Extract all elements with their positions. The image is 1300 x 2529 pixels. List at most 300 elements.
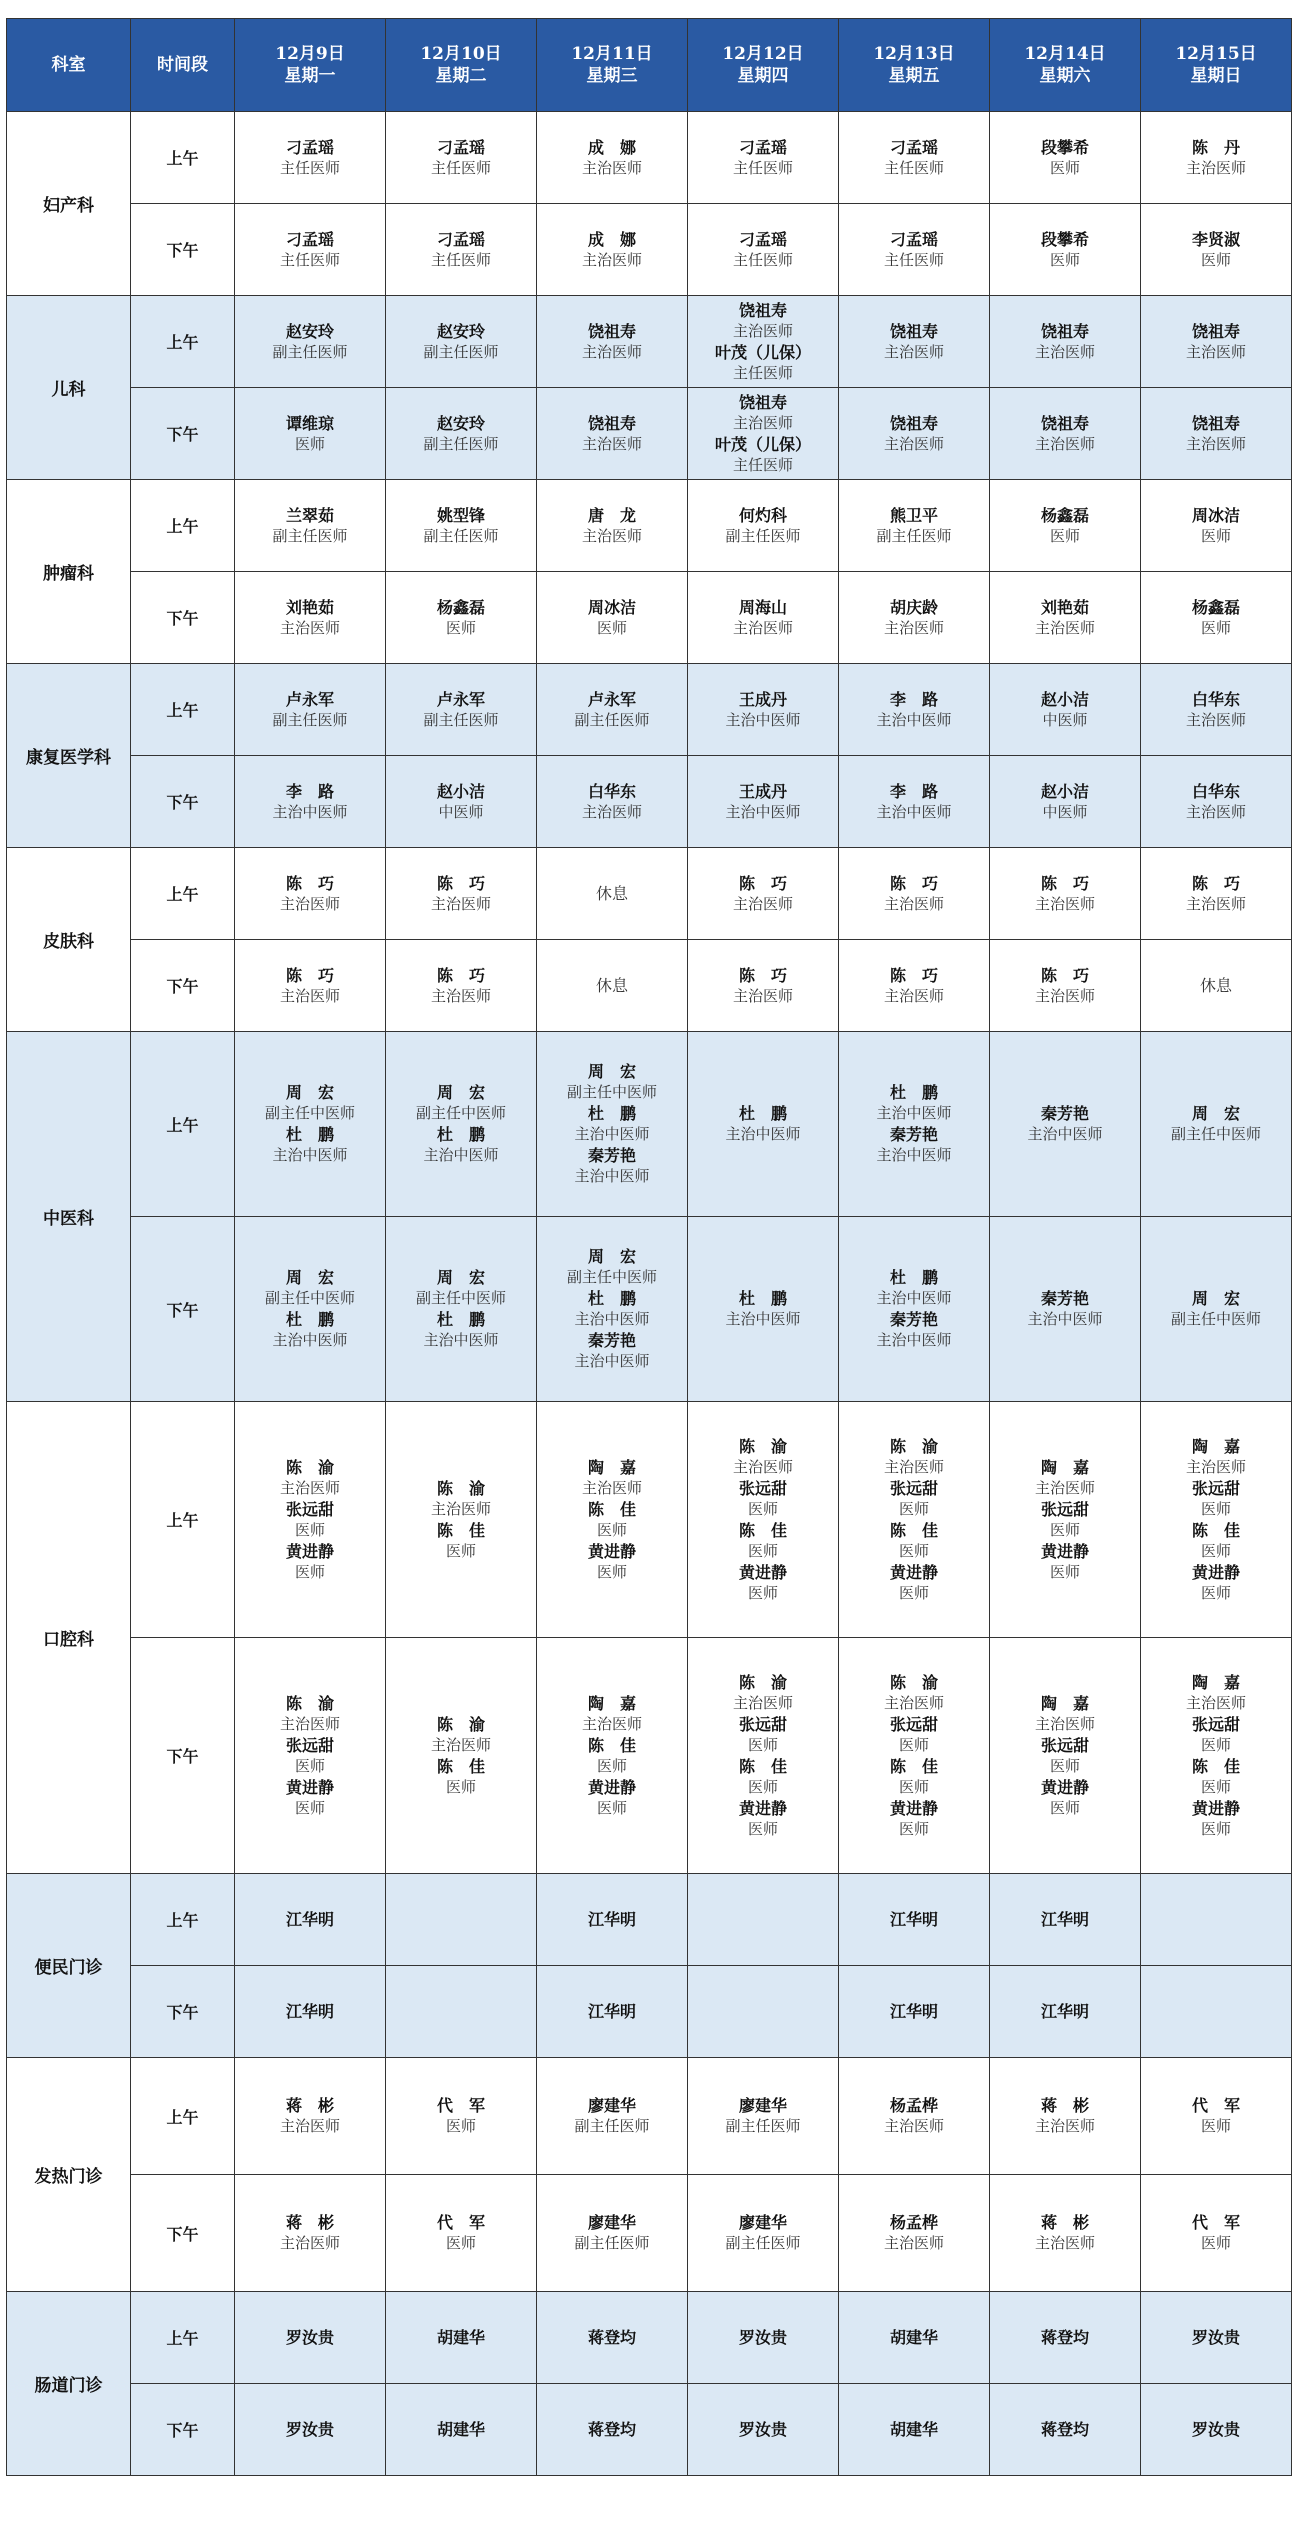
doctor-name: 杜 鹏 (587, 1289, 636, 1308)
header-weekday: 星期四 (737, 66, 789, 86)
schedule-row (7, 2058, 1292, 2175)
doctor-name: 江华明 (1040, 1910, 1089, 1929)
doctor-name: 陶 嘉 (1191, 1436, 1240, 1456)
doctor-name: 周 宏 (436, 1268, 485, 1287)
doctor-name: 杜 鹏 (285, 1125, 334, 1144)
doctor-name: 李 路 (889, 781, 938, 801)
time-slot: 下午 (131, 388, 235, 480)
doctor-entry (235, 781, 385, 823)
doctor-entry (990, 2095, 1140, 2137)
doctor-name: 罗汝贵 (285, 2328, 334, 2347)
doctor-entry (386, 1309, 536, 1351)
doctor-entry (839, 2327, 989, 2348)
doctor-entry (839, 505, 989, 547)
schedule-cell (839, 756, 990, 848)
schedule-cell (235, 1402, 386, 1638)
doctor-name: 胡建华 (889, 2328, 938, 2347)
doctor-entry (1141, 321, 1291, 363)
schedule-cell (688, 2384, 839, 2476)
schedule-row (7, 1874, 1292, 1966)
doctor-name: 杨鑫磊 (1191, 597, 1240, 617)
doctor-title: 主治医师 (1034, 2234, 1095, 2252)
schedule-cell (235, 756, 386, 848)
doctor-title: 主治医师 (279, 986, 340, 1005)
header-dept: 科室 (7, 19, 131, 112)
schedule-cell (386, 112, 537, 204)
schedule-cell (839, 112, 990, 204)
doctor-title: 医师 (1049, 1562, 1080, 1581)
doctor-title: 副主任医师 (272, 710, 348, 729)
schedule-cell (235, 1217, 386, 1402)
doctor-name: 张远甜 (738, 1714, 787, 1734)
schedule-row (7, 848, 1292, 940)
header-weekday: 星期二 (435, 66, 487, 86)
schedule-cell (1141, 2384, 1292, 2476)
doctor-entry (386, 229, 536, 271)
doctor-entry (537, 781, 687, 823)
doctor-name: 蒋登均 (587, 2420, 636, 2439)
doctor-name: 陶 嘉 (587, 1693, 636, 1713)
schedule-cell (1141, 2175, 1292, 2292)
doctor-name: 杜 鹏 (738, 1104, 787, 1123)
schedule-cell (235, 296, 386, 388)
doctor-name: 杨孟桦 (889, 2213, 938, 2232)
time-slot: 下午 (131, 1966, 235, 2058)
doctor-entry (839, 781, 989, 823)
doctor-entry (688, 1714, 838, 1756)
schedule-sheet (6, 18, 1292, 2476)
doctor-entry (235, 1541, 385, 1583)
doctor-entry (990, 137, 1140, 179)
doctor-entry (990, 1499, 1140, 1541)
doctor-entry (839, 137, 989, 179)
doctor-title: 主治医师 (1034, 894, 1095, 913)
doctor-title: 副主任医师 (725, 2234, 801, 2252)
doctor-title: 副主任医师 (574, 2117, 650, 2135)
doctor-title: 主治医师 (732, 894, 793, 913)
doctor-title: 医师 (1200, 1541, 1231, 1560)
doctor-name: 张远甜 (889, 1478, 938, 1498)
doctor-entry (235, 1309, 385, 1351)
schedule-cell (839, 2058, 990, 2175)
doctor-title: 医师 (445, 1541, 476, 1560)
schedule-cell (990, 388, 1141, 480)
doctor-entry (688, 1436, 838, 1478)
schedule-cell (688, 1638, 839, 1874)
department-name: 便民门诊 (7, 1874, 131, 2058)
schedule-cell (235, 2292, 386, 2384)
schedule-cell (990, 2292, 1141, 2384)
doctor-title: 主治医师 (883, 1693, 944, 1712)
doctor-name: 赵小洁 (1040, 689, 1089, 709)
doctor-entry (235, 1777, 385, 1819)
doctor-entry (537, 2327, 687, 2348)
time-slot: 上午 (131, 664, 235, 756)
schedule-cell (839, 480, 990, 572)
schedule-cell (235, 480, 386, 572)
doctor-entry (839, 689, 989, 731)
doctor-entry (839, 1124, 989, 1166)
doctor-entry (386, 1082, 536, 1124)
doctor-entry (990, 413, 1140, 455)
doctor-name: 杜 鹏 (436, 1125, 485, 1144)
doctor-title: 主治医师 (430, 986, 491, 1005)
doctor-name: 刁孟瑶 (738, 137, 787, 157)
schedule-cell (1141, 940, 1292, 1032)
department-name: 妇产科 (7, 112, 131, 296)
doctor-entry (688, 300, 838, 342)
schedule-cell (235, 1638, 386, 1874)
schedule-cell (990, 480, 1141, 572)
doctor-title: 医师 (1049, 1520, 1080, 1539)
schedule-cell (839, 1217, 990, 1402)
doctor-entry (386, 2095, 536, 2137)
doctor-title: 主治中医师 (272, 802, 348, 821)
schedule-cell (688, 572, 839, 664)
doctor-title: 主治医师 (279, 1478, 340, 1497)
doctor-title: 医师 (294, 434, 325, 453)
schedule-cell (688, 480, 839, 572)
doctor-entry (839, 2212, 989, 2254)
doctor-title: 主治医师 (1034, 2117, 1095, 2135)
doctor-title: 副主任中医师 (1170, 1310, 1261, 1328)
doctor-title: 主任医师 (732, 455, 793, 474)
doctor-name: 周 宏 (436, 1083, 485, 1102)
doctor-name: 周 宏 (1191, 1104, 1240, 1123)
doctor-title: 医师 (1049, 158, 1080, 177)
doctor-title: 医师 (596, 618, 627, 637)
doctor-name: 卢永军 (436, 689, 485, 709)
schedule-row (7, 2292, 1292, 2384)
doctor-name: 何灼科 (738, 505, 787, 525)
doctor-title: 主治中医师 (725, 1125, 801, 1143)
doctor-title: 医师 (1200, 2234, 1231, 2252)
doctor-entry (235, 321, 385, 363)
duty-schedule-table (6, 18, 1292, 2476)
doctor-title: 主治中医师 (876, 1289, 952, 1307)
schedule-cell (839, 572, 990, 664)
table-header (7, 19, 1292, 112)
doctor-name: 赵安玲 (436, 321, 485, 341)
doctor-title: 主治医师 (1185, 342, 1246, 361)
schedule-cell (1141, 1638, 1292, 1874)
header-row (7, 19, 1292, 112)
doctor-title: 医师 (898, 1735, 929, 1754)
schedule-cell (688, 388, 839, 480)
doctor-entry (990, 2327, 1140, 2348)
doctor-entry (235, 229, 385, 271)
doctor-name: 刁孟瑶 (436, 229, 485, 249)
header-date: 12月15日 (1175, 44, 1257, 64)
schedule-cell (1141, 664, 1292, 756)
time-slot: 下午 (131, 2384, 235, 2476)
doctor-name: 陈 佳 (436, 1756, 485, 1776)
doctor-name: 蒋登均 (1040, 2420, 1089, 2439)
doctor-entry (990, 1457, 1140, 1499)
doctor-name: 黄进静 (1040, 1541, 1089, 1561)
schedule-cell (537, 2384, 688, 2476)
schedule-cell (235, 1032, 386, 1217)
doctor-title: 主任医师 (732, 250, 793, 269)
doctor-entry (990, 321, 1140, 363)
doctor-name: 黄进静 (587, 1777, 636, 1797)
doctor-entry (537, 1103, 687, 1145)
doctor-entry (235, 137, 385, 179)
doctor-entry (990, 1541, 1140, 1583)
doctor-name: 罗汝贵 (1191, 2420, 1240, 2439)
doctor-title: 主任医师 (430, 158, 491, 177)
doctor-entry (1141, 1714, 1291, 1756)
doctor-title: 主治医师 (581, 342, 642, 361)
doctor-entry (386, 1267, 536, 1309)
doctor-name: 秦芳艳 (889, 1125, 938, 1144)
doctor-title: 主治医师 (883, 986, 944, 1005)
doctor-name: 王成丹 (738, 781, 787, 801)
doctor-title: 副主任医师 (725, 2117, 801, 2135)
doctor-entry (688, 1103, 838, 1145)
doctor-name: 陈 渝 (436, 1714, 485, 1734)
schedule-cell (839, 664, 990, 756)
doctor-title: 主治中医师 (574, 1125, 650, 1143)
schedule-cell (990, 1032, 1141, 1217)
doctor-name: 蒋 彬 (285, 2213, 334, 2232)
doctor-entry (839, 413, 989, 455)
doctor-title: 医师 (747, 1499, 778, 1518)
doctor-entry (688, 689, 838, 731)
schedule-cell (1141, 1032, 1292, 1217)
schedule-row (7, 572, 1292, 664)
doctor-entry (235, 1909, 385, 1930)
time-slot: 上午 (131, 848, 235, 940)
doctor-entry (990, 1909, 1140, 1930)
doctor-title: 医师 (294, 1562, 325, 1581)
doctor-name: 陈 佳 (889, 1756, 938, 1776)
schedule-row (7, 1966, 1292, 2058)
doctor-entry (990, 689, 1140, 731)
time-slot: 上午 (131, 1402, 235, 1638)
doctor-name: 廖建华 (587, 2096, 636, 2115)
doctor-name: 廖建华 (738, 2096, 787, 2115)
doctor-title: 主治医师 (581, 158, 642, 177)
doctor-entry (688, 137, 838, 179)
header-date: 12月13日 (873, 44, 955, 64)
schedule-cell (386, 1032, 537, 1217)
time-slot: 下午 (131, 756, 235, 848)
doctor-entry (537, 975, 687, 996)
doctor-entry (235, 2419, 385, 2440)
doctor-title: 主治中医师 (1027, 1125, 1103, 1143)
schedule-cell (990, 204, 1141, 296)
doctor-entry (1141, 2212, 1291, 2254)
doctor-title: 主治中医师 (876, 1146, 952, 1164)
schedule-cell (537, 112, 688, 204)
doctor-name: 胡建华 (436, 2328, 485, 2347)
doctor-entry (235, 1267, 385, 1309)
doctor-title: 主任医师 (883, 250, 944, 269)
schedule-cell (688, 756, 839, 848)
schedule-cell (839, 2384, 990, 2476)
doctor-title: 主治医师 (883, 1457, 944, 1476)
doctor-entry (537, 137, 687, 179)
doctor-entry (537, 883, 687, 904)
schedule-cell (386, 1874, 537, 1966)
doctor-title: 主治医师 (1185, 802, 1246, 821)
doctor-name: 秦芳艳 (587, 1331, 636, 1350)
schedule-cell (688, 1402, 839, 1638)
doctor-entry (386, 781, 536, 823)
doctor-name: 周冰洁 (1191, 505, 1240, 525)
doctor-title: 医师 (1200, 1819, 1231, 1838)
doctor-name: 代 军 (1191, 2096, 1240, 2115)
doctor-name: 陈 佳 (889, 1520, 938, 1540)
schedule-cell (386, 296, 537, 388)
doctor-entry (537, 1288, 687, 1330)
doctor-name: 陶 嘉 (1040, 1457, 1089, 1477)
doctor-title: 副主任医师 (423, 710, 499, 729)
doctor-entry (1141, 413, 1291, 455)
doctor-entry (537, 689, 687, 731)
doctor-entry (537, 1246, 687, 1288)
header-date: 12月12日 (722, 44, 804, 64)
header-date: 12月14日 (1024, 44, 1106, 64)
doctor-entry (839, 1267, 989, 1309)
doctor-entry (839, 1714, 989, 1756)
doctor-name: 姚型锋 (436, 505, 485, 525)
doctor-title: 医师 (747, 1541, 778, 1560)
schedule-cell (235, 2058, 386, 2175)
doctor-title: 医师 (1200, 2117, 1231, 2135)
doctor-name: 饶祖寿 (738, 300, 787, 320)
doctor-title: 医师 (596, 1562, 627, 1581)
doctor-entry (537, 1909, 687, 1930)
doctor-title: 医师 (898, 1583, 929, 1602)
doctor-entry (688, 965, 838, 1007)
doctor-entry (688, 434, 838, 476)
doctor-entry (990, 2419, 1140, 2440)
schedule-cell (990, 1638, 1141, 1874)
doctor-entry (537, 1777, 687, 1819)
doctor-entry (688, 1672, 838, 1714)
doctor-title: 副主任中医师 (415, 1104, 506, 1122)
doctor-title: 主治医师 (279, 618, 340, 637)
schedule-cell (1141, 1217, 1292, 1402)
doctor-name: 黄进静 (1040, 1777, 1089, 1797)
doctor-entry (688, 392, 838, 434)
doctor-entry (235, 413, 385, 455)
doctor-entry (235, 873, 385, 915)
doctor-name: 周 宏 (587, 1062, 636, 1081)
doctor-title: 主治医师 (732, 413, 793, 432)
doctor-title: 医师 (294, 1756, 325, 1775)
doctor-entry (839, 965, 989, 1007)
doctor-entry (386, 873, 536, 915)
doctor-title: 副主任中医师 (566, 1268, 657, 1286)
doctor-entry (990, 1288, 1140, 1330)
schedule-row (7, 1638, 1292, 1874)
doctor-name: 陈 渝 (738, 1672, 787, 1692)
doctor-name: 陈 巧 (285, 873, 334, 893)
doctor-title: 中医师 (1042, 710, 1088, 729)
doctor-entry (537, 1693, 687, 1735)
doctor-name: 杜 鹏 (587, 1104, 636, 1123)
doctor-entry (235, 2212, 385, 2254)
doctor-entry (1141, 1436, 1291, 1478)
doctor-entry (537, 1145, 687, 1187)
doctor-entry (839, 1520, 989, 1562)
schedule-cell (688, 2058, 839, 2175)
header-weekday: 星期六 (1039, 66, 1091, 86)
schedule-cell (990, 572, 1141, 664)
schedule-cell (386, 2384, 537, 2476)
doctor-name: 罗汝贵 (1191, 2328, 1240, 2347)
rest-label: 休息 (595, 976, 628, 995)
doctor-entry (688, 1520, 838, 1562)
doctor-name: 刁孟瑶 (889, 137, 938, 157)
doctor-entry (386, 2419, 536, 2440)
doctor-title: 医师 (898, 1541, 929, 1560)
schedule-cell (386, 848, 537, 940)
schedule-row (7, 1032, 1292, 1217)
schedule-cell (839, 2175, 990, 2292)
department-name: 中医科 (7, 1032, 131, 1402)
doctor-entry (235, 597, 385, 639)
doctor-title: 中医师 (438, 802, 484, 821)
doctor-name: 杨孟桦 (889, 2096, 938, 2115)
doctor-entry (537, 2419, 687, 2440)
doctor-name: 陈 渝 (285, 1693, 334, 1713)
doctor-entry (990, 1103, 1140, 1145)
schedule-cell (386, 664, 537, 756)
doctor-entry (537, 1541, 687, 1583)
doctor-name: 张远甜 (1040, 1735, 1089, 1755)
doctor-entry (235, 2001, 385, 2022)
schedule-cell (839, 388, 990, 480)
schedule-cell (386, 1217, 537, 1402)
doctor-title: 医师 (747, 1735, 778, 1754)
doctor-title: 主治医师 (1185, 1693, 1246, 1712)
doctor-entry (990, 2001, 1140, 2022)
schedule-cell (386, 2292, 537, 2384)
doctor-name: 黄进静 (738, 1562, 787, 1582)
doctor-name: 张远甜 (1191, 1714, 1240, 1734)
time-slot: 上午 (131, 1874, 235, 1966)
schedule-cell (839, 1638, 990, 1874)
doctor-name: 罗汝贵 (738, 2420, 787, 2439)
header-day (688, 19, 839, 112)
doctor-name: 秦芳艳 (1040, 1104, 1089, 1123)
doctor-name: 蒋 彬 (1040, 2096, 1089, 2115)
doctor-title: 主治中医师 (574, 1352, 650, 1370)
schedule-row (7, 2384, 1292, 2476)
doctor-title: 主治中医师 (423, 1146, 499, 1164)
doctor-entry (688, 597, 838, 639)
doctor-name: 陈 巧 (889, 873, 938, 893)
department-name: 肠道门诊 (7, 2292, 131, 2476)
schedule-cell (990, 1402, 1141, 1638)
schedule-cell (235, 2384, 386, 2476)
doctor-name: 刁孟瑶 (738, 229, 787, 249)
doctor-name: 蒋 彬 (285, 2096, 334, 2115)
schedule-cell (537, 2058, 688, 2175)
schedule-cell (688, 1217, 839, 1402)
doctor-name: 周 宏 (1191, 1289, 1240, 1308)
doctor-entry (839, 2419, 989, 2440)
schedule-cell (235, 388, 386, 480)
schedule-cell (386, 1402, 537, 1638)
doctor-title: 主治中医师 (876, 1331, 952, 1349)
doctor-name: 代 军 (436, 2213, 485, 2232)
schedule-cell (386, 756, 537, 848)
